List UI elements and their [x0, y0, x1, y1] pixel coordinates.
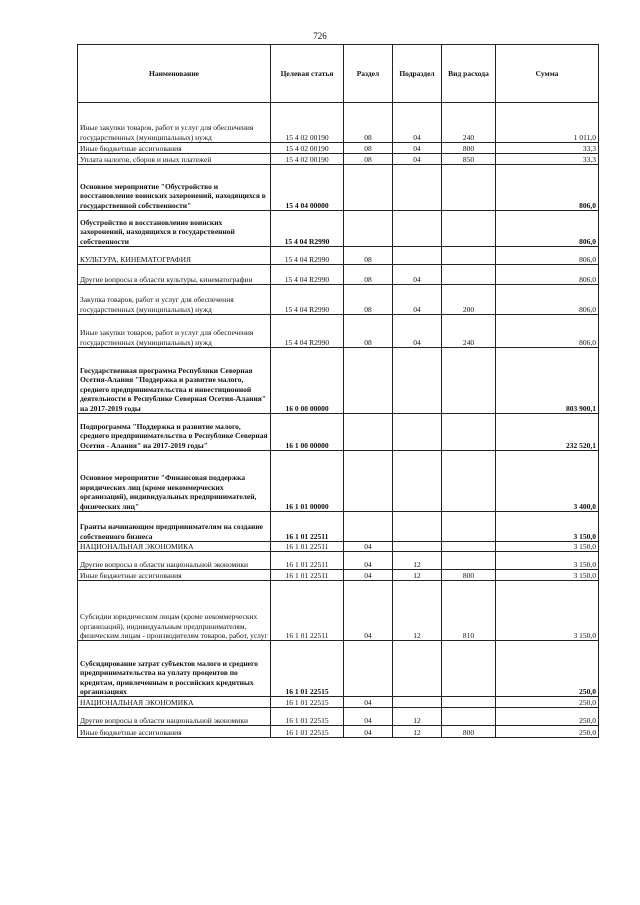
cell-name: Уплата налогов, сборов и иных платежей — [78, 154, 271, 165]
cell-name: КУЛЬТУРА, КИНЕМАТОГРАФИЯ — [78, 247, 271, 265]
table-row — [78, 726, 599, 738]
cell-subsection — [393, 542, 442, 552]
cell-section: 08 — [344, 247, 393, 265]
cell-amount: 250,0 — [496, 726, 599, 738]
cell-section: 04 — [344, 581, 393, 641]
cell-name: Иные бюджетные ассигнования — [78, 143, 271, 154]
cell-name: Закупка товаров, работ и услуг для обеспечения государственных (муниципальных) нужд — [78, 285, 271, 315]
cell-target-article: 15 4 04 R2990 — [271, 211, 344, 247]
cell-subsection — [393, 414, 442, 451]
cell-subsection: 04 — [393, 103, 442, 143]
table-row — [78, 581, 599, 641]
cell-subsection — [393, 697, 442, 708]
cell-expense-type: 240 — [442, 103, 496, 143]
cell-expense-type — [442, 247, 496, 265]
cell-amount: 3 150,0 — [496, 512, 599, 542]
cell-target-article: 15 4 02 00190 — [271, 143, 344, 154]
cell-amount: 1 011,0 — [496, 103, 599, 143]
cell-target-article: 15 4 04 R2990 — [271, 315, 344, 348]
table-row — [78, 211, 599, 247]
cell-target-article: 16 1 01 22515 — [271, 726, 344, 738]
cell-expense-type — [442, 512, 496, 542]
cell-section — [344, 512, 393, 542]
cell-section: 04 — [344, 697, 393, 708]
cell-amount: 806,0 — [496, 285, 599, 315]
cell-subsection: 04 — [393, 154, 442, 165]
cell-name: Основное мероприятие "Обустройство и восстановление воинских захоронений, находящихся в государственной собственности" — [78, 165, 271, 211]
header-subsection: Подраздел — [393, 45, 442, 103]
table-row — [78, 414, 599, 451]
cell-amount: 33,3 — [496, 154, 599, 165]
cell-amount: 250,0 — [496, 697, 599, 708]
cell-name: Иные закупки товаров, работ и услуг для обеспечения государственных (муниципальных) нужд — [78, 315, 271, 348]
cell-target-article: 15 4 04 R2990 — [271, 265, 344, 285]
cell-expense-type — [442, 641, 496, 697]
cell-subsection: 12 — [393, 552, 442, 570]
cell-name: Другие вопросы в области национальной экономики — [78, 708, 271, 726]
cell-subsection — [393, 211, 442, 247]
cell-name: Основное мероприятие "Финансовая поддержка юридических лиц (кроме некоммерческих организаций), индивидуальных предпринимателей, физических лиц" — [78, 451, 271, 512]
cell-section: 08 — [344, 103, 393, 143]
table-row — [78, 348, 599, 414]
cell-section: 08 — [344, 143, 393, 154]
table-row — [78, 315, 599, 348]
table-row — [78, 165, 599, 211]
cell-section — [344, 414, 393, 451]
cell-subsection — [393, 451, 442, 512]
cell-section — [344, 641, 393, 697]
table-row — [78, 451, 599, 512]
cell-amount: 806,0 — [496, 165, 599, 211]
cell-expense-type — [442, 697, 496, 708]
cell-name: Государственная программа Республики Северная Осетия-Алания "Поддержка и развитие малого, среднего предпринимательства и инвестиционной деятельности в Республике Северная Осетия-Алания" на 2017-2019 годы — [78, 348, 271, 414]
cell-amount: 3 400,0 — [496, 451, 599, 512]
cell-expense-type — [442, 265, 496, 285]
cell-subsection: 12 — [393, 726, 442, 738]
cell-target-article: 15 4 04 R2990 — [271, 247, 344, 265]
cell-amount: 250,0 — [496, 708, 599, 726]
cell-name: Субсидии юридическим лицам (кроме некоммерческих организаций), индивидуальным предпринимателям, физическим лицам - производителям товаров, работ, услуг — [78, 581, 271, 641]
cell-section: 08 — [344, 265, 393, 285]
cell-section — [344, 165, 393, 211]
cell-amount: 806,0 — [496, 265, 599, 285]
cell-amount: 3 150,0 — [496, 581, 599, 641]
cell-name: НАЦИОНАЛЬНАЯ ЭКОНОМИКА — [78, 542, 271, 552]
table-row — [78, 143, 599, 154]
cell-section: 08 — [344, 285, 393, 315]
cell-section — [344, 348, 393, 414]
cell-amount: 806,0 — [496, 247, 599, 265]
cell-expense-type: 850 — [442, 154, 496, 165]
cell-target-article: 16 1 01 22511 — [271, 552, 344, 570]
cell-target-article: 16 1 01 22515 — [271, 697, 344, 708]
cell-subsection: 04 — [393, 285, 442, 315]
table-body — [78, 103, 599, 738]
cell-target-article: 16 1 01 22515 — [271, 641, 344, 697]
cell-name: Обустройство и восстановление воинских захоронений, находящихся в государственной собственности — [78, 211, 271, 247]
cell-subsection: 04 — [393, 265, 442, 285]
cell-amount: 33,3 — [496, 143, 599, 154]
cell-expense-type — [442, 542, 496, 552]
cell-target-article: 15 4 04 R2990 — [271, 285, 344, 315]
cell-amount: 803 900,1 — [496, 348, 599, 414]
table-row — [78, 285, 599, 315]
cell-section: 04 — [344, 552, 393, 570]
cell-expense-type — [442, 348, 496, 414]
cell-name: Иные бюджетные ассигнования — [78, 726, 271, 738]
cell-target-article: 15 4 04 00000 — [271, 165, 344, 211]
budget-table — [77, 44, 599, 738]
cell-amount: 3 150,0 — [496, 542, 599, 552]
cell-target-article: 16 1 01 22515 — [271, 708, 344, 726]
cell-section: 04 — [344, 570, 393, 581]
cell-expense-type: 800 — [442, 143, 496, 154]
cell-expense-type — [442, 552, 496, 570]
table-row — [78, 247, 599, 265]
table-row — [78, 103, 599, 143]
cell-target-article: 15 4 02 00190 — [271, 154, 344, 165]
cell-target-article: 16 1 01 22511 — [271, 542, 344, 552]
cell-section: 08 — [344, 154, 393, 165]
cell-section — [344, 451, 393, 512]
cell-subsection — [393, 348, 442, 414]
page-number: 726 — [313, 31, 327, 41]
cell-subsection: 04 — [393, 143, 442, 154]
header-amount: Сумма — [496, 45, 599, 103]
header-section: Раздел — [344, 45, 393, 103]
cell-amount: 250,0 — [496, 641, 599, 697]
cell-expense-type: 800 — [442, 570, 496, 581]
cell-amount: 232 520,1 — [496, 414, 599, 451]
cell-name: Субсидирование затрат субъектов малого и среднего предпринимательства на уплату процентов по кредитам, привлеченным в российских кредитных организациях — [78, 641, 271, 697]
cell-expense-type — [442, 414, 496, 451]
cell-name: Другие вопросы в области культуры, кинематографии — [78, 265, 271, 285]
cell-target-article: 16 1 00 00000 — [271, 414, 344, 451]
cell-section: 04 — [344, 542, 393, 552]
cell-subsection — [393, 247, 442, 265]
table-row — [78, 265, 599, 285]
table-row — [78, 552, 599, 570]
cell-subsection: 12 — [393, 708, 442, 726]
header-target-article: Целевая статья — [271, 45, 344, 103]
cell-expense-type: 200 — [442, 285, 496, 315]
cell-section — [344, 211, 393, 247]
cell-section: 04 — [344, 708, 393, 726]
cell-subsection — [393, 165, 442, 211]
cell-amount: 3 150,0 — [496, 570, 599, 581]
cell-subsection: 04 — [393, 315, 442, 348]
cell-section: 04 — [344, 726, 393, 738]
cell-expense-type — [442, 211, 496, 247]
cell-name: Другие вопросы в области национальной экономики — [78, 552, 271, 570]
cell-target-article: 16 1 01 22511 — [271, 512, 344, 542]
header-name: Наименование — [78, 45, 271, 103]
cell-subsection — [393, 641, 442, 697]
table-row — [78, 641, 599, 697]
cell-target-article: 16 1 01 22511 — [271, 570, 344, 581]
cell-name: Иные бюджетные ассигнования — [78, 570, 271, 581]
cell-name: Гранты начинающим предпринимателям на создание собственного бизнеса — [78, 512, 271, 542]
cell-target-article: 16 1 01 00000 — [271, 451, 344, 512]
table-row — [78, 154, 599, 165]
cell-subsection: 12 — [393, 581, 442, 641]
table-row — [78, 697, 599, 708]
cell-expense-type: 810 — [442, 581, 496, 641]
cell-expense-type — [442, 165, 496, 211]
cell-expense-type — [442, 451, 496, 512]
cell-name: Подпрограмма "Поддержка и развитие малого, среднего предпринимательства в Республике Северная Осетия - Алания" на 2017-2019 годы" — [78, 414, 271, 451]
table-row — [78, 542, 599, 552]
cell-target-article: 16 0 00 00000 — [271, 348, 344, 414]
cell-subsection — [393, 512, 442, 542]
table-row — [78, 512, 599, 542]
cell-target-article: 15 4 02 00190 — [271, 103, 344, 143]
header-expense-type: Вид расхода — [442, 45, 496, 103]
cell-subsection: 12 — [393, 570, 442, 581]
cell-amount: 806,0 — [496, 211, 599, 247]
cell-amount: 806,0 — [496, 315, 599, 348]
cell-expense-type: 240 — [442, 315, 496, 348]
cell-name: Иные закупки товаров, работ и услуг для обеспечения государственных (муниципальных) нужд — [78, 103, 271, 143]
table-row — [78, 570, 599, 581]
table-header-row — [78, 45, 599, 103]
cell-expense-type: 800 — [442, 726, 496, 738]
table-row — [78, 708, 599, 726]
cell-expense-type — [442, 708, 496, 726]
cell-amount: 3 150,0 — [496, 552, 599, 570]
cell-section: 08 — [344, 315, 393, 348]
cell-target-article: 16 1 01 22511 — [271, 581, 344, 641]
cell-name: НАЦИОНАЛЬНАЯ ЭКОНОМИКА — [78, 697, 271, 708]
